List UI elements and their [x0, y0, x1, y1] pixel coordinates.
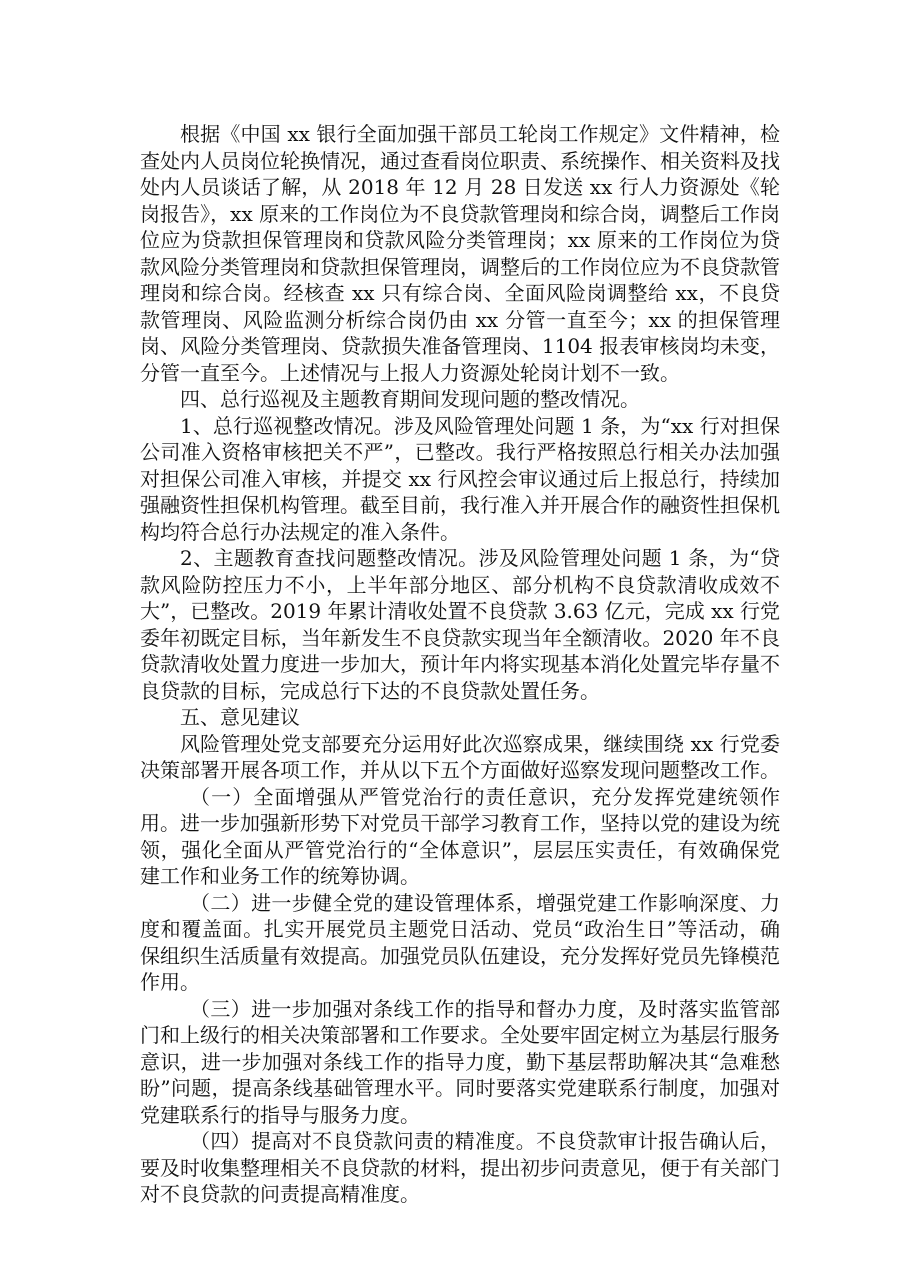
document-body	[140, 121, 780, 1208]
paragraph-suggestion-2: （二）进一步健全党的建设管理体系，增强党建工作影响深度、力度和覆盖面。扎实开展党员主题党日活动、党员“政治生日”等活动，确保组织生活质量有效提高。加强党员队伍建设，充分发挥好党员先锋模范作用。	[140, 890, 780, 994]
paragraph-suggestions-intro: 风险管理处党支部要充分运用好此次巡察成果，继续围绕 xx 行党委决策部署开展各项工作，并从以下五个方面做好巡察发现问题整改工作。	[140, 731, 780, 782]
section-heading-rectification: 四、总行巡视及主题教育期间发现问题的整改情况。	[180, 387, 640, 411]
paragraph-suggestion-1: （一）全面增强从严管党治行的责任意识，充分发挥党建统领作用。进一步加强新形势下对党员干部学习教育工作，坚持以党的建设为统领，强化全面从严管党治行的“全体意识”，层层压实责任，有效确保党建工作和业务工作的统筹协调。	[140, 784, 780, 888]
paragraph-suggestion-4: （四）提高对不良贷款问责的精准度。不良贷款审计报告确认后，要及时收集整理相关不良贷款的材料，提出初步问责意见，便于有关部门对不良贷款的问责提高精准度。	[140, 1129, 780, 1206]
paragraph-inspection-rectification: 1、总行巡视整改情况。涉及风险管理处问题 1 条，为“xx 行对担保公司准入资格审核把关不严”，已整改。我行严格按照总行相关办法加强对担保公司准入审核，并提交 xx 行风控会审议通过后上报总行，持续加强融资性担保机构管理。截至目前，我行准入并开展合作的融资性担保机构均符合总行办法规定的准入条件。	[140, 413, 780, 544]
section-heading-suggestions: 五、意见建议	[180, 705, 300, 729]
paragraph-suggestion-3: （三）进一步加强对条线工作的指导和督办力度，及时落实监管部门和上级行的相关决策部署和工作要求。全处要牢固定树立为基层行服务意识，进一步加强对条线工作的指导力度，勤下基层帮助解决其“急难愁盼”问题，提高条线基础管理水平。同时要落实党建联系行制度，加强对党建联系行的指导与服务力度。	[140, 996, 780, 1127]
paragraph-theme-education-rectification: 2、主题教育查找问题整改情况。涉及风险管理处问题 1 条，为“贷款风险防控压力不小，上半年部分地区、部分机构不良贷款清收成效不大”，已整改。2019 年累计清收处置不良贷款 3.63 亿元，完成 xx 行党委年初既定目标，当年新发生不良贷款实现当年全额清收。2020 年不良贷款清收处置力度进一步加大，预计年内将实现基本消化处置完毕存量不良贷款的目标，完成总行下达的不良贷款处置任务。	[140, 546, 780, 703]
paragraph-rotation-check: 根据《中国 xx 银行全面加强干部员工轮岗工作规定》文件精神，检查处内人员岗位轮换情况，通过查看岗位职责、系统操作、相关资料及找处内人员谈话了解，从 2018 年 12 月 28 日发送 xx 行人力资源处《轮岗报告》，xx 原来的工作岗位为不良贷款管理岗和综合岗，调整后工作岗位应为贷款担保管理岗和贷款风险分类管理岗；xx 原来的工作岗位为贷款风险分类管理岗和贷款担保管理岗，调整后的工作岗位应为不良贷款管理岗和综合岗。经核查 xx 只有综合岗、全面风险岗调整给 xx，不良贷款管理岗、风险监测分析综合岗仍由 xx 分管一直至今；xx 的担保管理岗、风险分类管理岗、贷款损失准备管理岗、1104 报表审核岗均未变，分管一直至今。上述情况与上报人力资源处轮岗计划不一致。	[140, 122, 780, 385]
